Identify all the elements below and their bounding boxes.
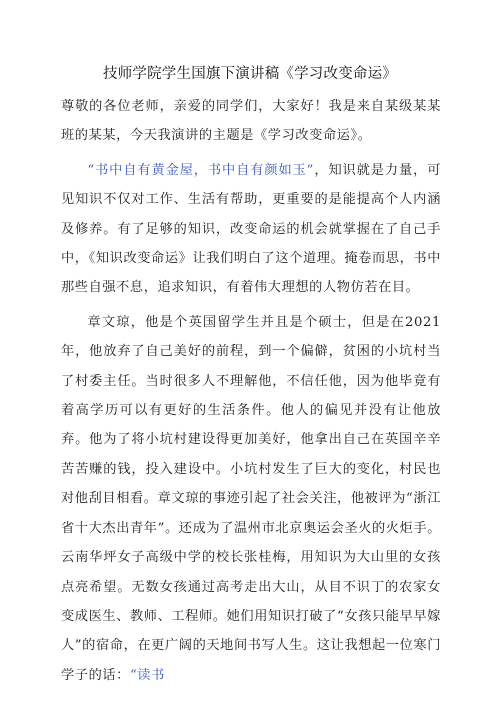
paragraph-examples [61, 308, 441, 690]
paragraph-greeting [61, 92, 441, 151]
document-body [61, 92, 441, 690]
paragraph-examples-text: 章文琼，他是个英国留学生并且是个硕士，但是在2021年，他放弃了自己美好的前程，到一个偏僻，贫困的小坑村当了村委主任。当时很多人不理解他，不信任他，因为他毕竟有着高学历可以有更好的生活条件。他人的偏见并没有让他放弃。他为了将小坑村建设得更加美好，他拿出自己在英国辛辛苦苦赚的钱，投入建设中。小坑村发生了巨大的变化，村民也对他刮目相看。章文琼的事迹引起了社会关注，他被评为“浙江省十大杰出青年”。还成为了温州市北京奥运会圣火的火炬手。云南华坪女子高级中学的校长张桂梅，用知识为大山里的女孩点亮希望。无数女孩通过高考走出大山，从目不识丁的农家女变成医生、教师、工程师。她们用知识打破了“女孩只能早早嫁人”的宿命，在更广阔的天地间书写人生。这让我想起一位寒门学子的话： [61, 314, 441, 683]
paragraph-examples-tail-quote: “读书 [129, 667, 165, 683]
document-title: 技师学院学生国旗下演讲稿《学习改变命运》 [103, 66, 397, 82]
paragraph-knowledge [61, 156, 441, 303]
paragraph-knowledge-quote: “书中自有黄金屋，书中自有颜如玉” [87, 162, 315, 178]
paragraph-greeting-text: 尊敬的各位老师，亲爱的同学们，大家好！我是来自某级某某班的某某，今天我演讲的主题是《学习改变命运》。 [61, 99, 441, 144]
paragraph-knowledge-text: ，知识就是力量，可见知识不仅对工作、生活有帮助，更重要的是能提高个人内涵及修养。有了足够的知识，改变命运的机会就掌握在了自己手中，《知识改变命运》让我们明白了这个道理。掩卷而思，书中那些自强不息，追求知识，有着伟大理想的人物仿若在目。 [61, 162, 441, 296]
